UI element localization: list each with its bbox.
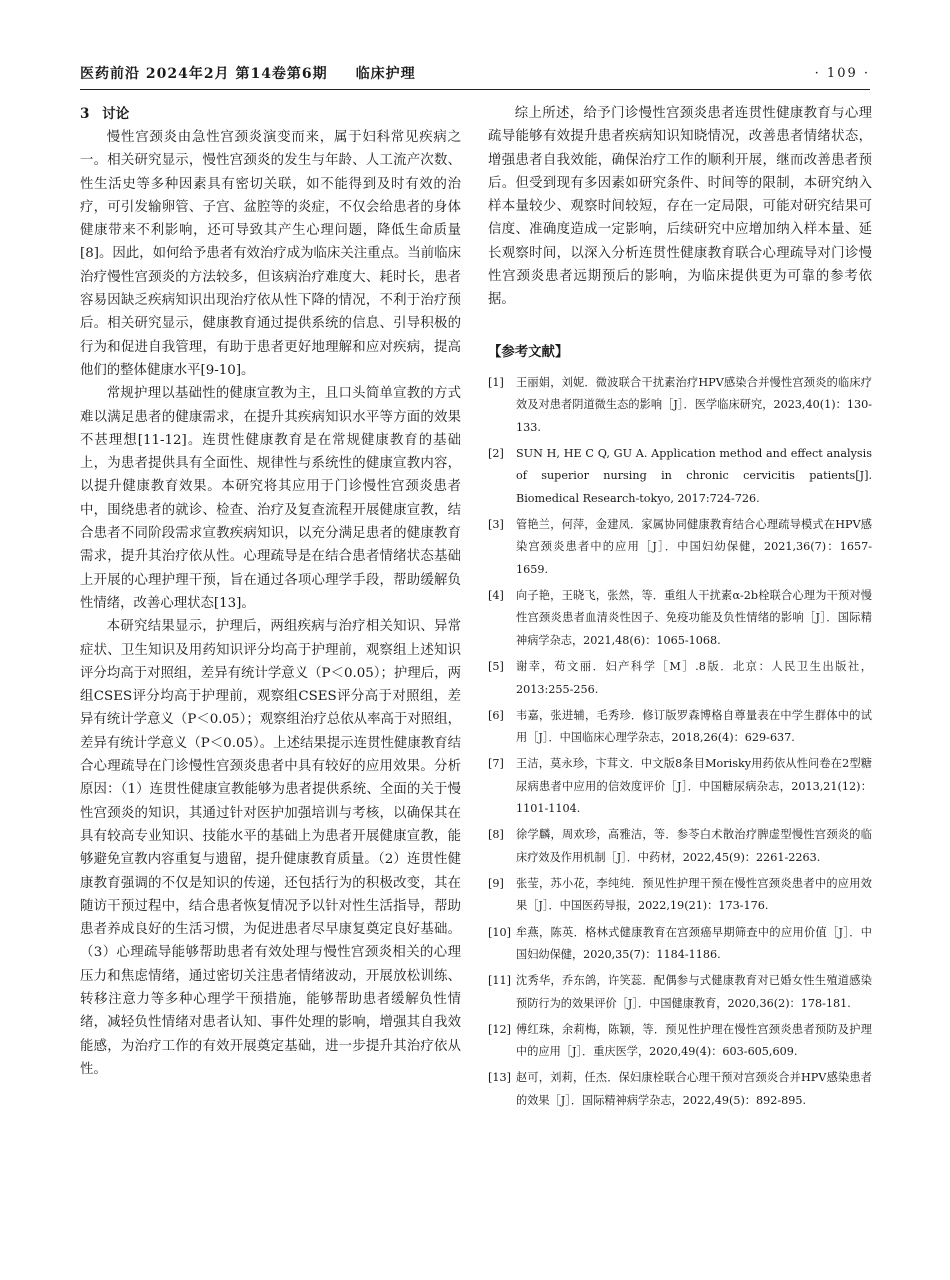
reference-text: SUN H, HE C Q, GU A. Application method and effect analysis of superior nursing in chronic cervicitis patients[J]. Biomedical Research-tokyo, 2017:724-726. — [516, 446, 872, 505]
conclusion-paragraph: 综上所述，给予门诊慢性宫颈炎患者连贯性健康教育与心理疏导能够有效提升患者疾病知识知晓情况，改善患者情绪状态，增强患者自我效能，确保治疗工作的顺利开展，继而改善患者预后。但受到现有多因素如研究条件、时间等的限制，本研究纳入样本量较少、观察时间较短，存在一定局限，可能对研究结果可信度、准确度造成一定影响，后续研究中应增加纳入样本量、延长观察时间，以深入分析连贯性健康教育联合心理疏导对门诊慢性宫颈炎患者远期预后的影响，为临床提供更为可靠的参考依据。 — [488, 106, 872, 308]
reference-item — [488, 585, 872, 653]
reference-text: 张莹，苏小花，李纯纯．预见性护理干预在慢性宫颈炎患者中的应用效果［J］．中国医药导报，2022,19(21)：173-176. — [516, 876, 872, 913]
reference-item — [488, 922, 872, 967]
section-heading — [80, 102, 461, 126]
reference-text: 韦嘉，张进辅，毛秀珍．修订版罗森博格自尊量表在中学生群体中的试用［J］．中国临床心理学杂志，2018,26(4)：629-637. — [516, 708, 872, 745]
reference-number: [13] — [488, 1071, 511, 1085]
section-title: 讨论 — [102, 106, 130, 122]
reference-text: 赵可，刘莉，任杰．保妇康栓联合心理干预对宫颈炎合并HPV感染患者的效果［J］．国际精神病学杂志，2022,49(5)：892-895. — [516, 1071, 872, 1107]
discussion-paragraph-3: 本研究结果显示，护理后，两组疾病与治疗相关知识、异常症状、卫生知识及用药知识评分均高于护理前，观察组上述知识评分均高于对照组，差异有统计学意义（P＜0.05）；护理后，两组CSES评分均高于护理前，观察组CSES评分高于对照组，差异有统计学意义（P＜0.05）；观察组治疗总依从率高于对照组，差异有统计学意义（P＜0.05）。上述结果提示连贯性健康教育结合心理疏导在门诊慢性宫颈炎患者中具有较好的应用效果。分析原因：（1）连贯性健康宣教能够为患者提供系统、全面的关于慢性宫颈炎的知识，其通过针对医护加强培训与考核，以确保其在具有较高专业知识、技能水平的基础上为患者开展健康宣教，能够避免宣教内容重复与遗留，提升健康教育质量。（2）连贯性健康教育强调的不仅是知识的传递，还包括行为的积极改变，其在随访干预过程中，结合患者恢复情况予以针对性生活指导，帮助患者养成良好的生活习惯，为促进患者尽早康复奠定良好基础。（3）心理疏导能够帮助患者有效处理与慢性宫颈炎相关的心理压力和焦虑情绪，通过密切关注患者情绪波动，开展放松训练、转移注意力等多种心理学干预措施，能够帮助患者缓解负性情绪，减轻负性情绪对患者认知、事件处理的影响，增强其自我效能感，为治疗工作的有效开展奠定基础，进一步提升其治疗依从性。 — [80, 619, 461, 1077]
discussion-paragraph-2: 常规护理以基础性的健康宣教为主，且口头简单宣教的方式难以满足患者的健康需求，在提升其疾病知识水平等方面的效果不甚理想[11-12]。连贯性健康教育是在常规健康教育的基础上，为患者提供具有全面性、规律性与系统性的健康宣教内容，以提升健康教育效果。本研究将其应用于门诊慢性宫颈炎患者中，围绕患者的就诊、检查、治疗及复查流程开展健康宣教，结合患者不同阶段需求宣教疾病知识，以充分满足患者的健康教育需求，提升其治疗依从性。心理疏导是在结合患者情绪状态基础上开展的心理护理干预，旨在通过各项心理学手段，帮助缓解负性情绪，改善心理状态[13]。 — [80, 386, 461, 611]
reference-item — [488, 824, 872, 869]
reference-text: 沈秀华，乔东鸽，许笑蕊．配偶参与式健康教育对已婚女性生殖道感染预防行为的效果评价［J］．中国健康教育，2020,36(2)：178-181. — [516, 974, 872, 1010]
references-title: 【参考文献】 — [488, 344, 569, 360]
reference-item — [488, 970, 872, 1015]
right-column — [488, 102, 872, 1116]
reference-number: [6] — [488, 708, 504, 722]
reference-number: [8] — [488, 828, 504, 842]
reference-item — [488, 656, 872, 701]
reference-item — [488, 705, 872, 750]
reference-item — [488, 514, 872, 582]
reference-text: 牟燕，陈英．格林式健康教育在宫颈癌早期筛查中的应用价值［J］．中国妇幼保健，2020,35(7)：1184-1186. — [516, 925, 872, 962]
page-header — [80, 62, 870, 84]
journal-issue: 医药前沿 2024年2月 第14卷第6期 — [80, 66, 328, 82]
section-name: 临床护理 — [355, 66, 416, 82]
reference-item — [488, 1067, 872, 1112]
reference-text: 王丽娟，刘妮．微波联合干扰素治疗HPV感染合并慢性宫颈炎的临床疗效及对患者阴道微生态的影响［J］．医学临床研究，2023,40(1)：130-133. — [516, 375, 872, 434]
reference-item — [488, 753, 872, 821]
section-number: 3 — [80, 106, 90, 122]
reference-number: [1] — [488, 375, 504, 389]
reference-number: [5] — [488, 660, 504, 674]
reference-text: 王洁，莫永珍，卞茸文．中文版8条目Morisky用药依从性问卷在2型糖尿病患者中应用的信效度评价［J］．中国糖尿病杂志，2013,21(12)：1101-1104. — [516, 757, 872, 816]
reference-text: 向子艳，王晓飞，张然，等．重组人干扰素α-2b栓联合心理为干预对慢性宫颈炎患者血清炎性因子、免疫功能及负性情绪的影响［J］．国际精神病学杂志，2021,48(6)：1065-1068. — [516, 588, 872, 647]
discussion-paragraph-1: 慢性宫颈炎由急性宫颈炎演变而来，属于妇科常见疾病之一。相关研究显示，慢性宫颈炎的发生与年龄、人工流产次数、性生活史等多种因素具有密切关联，如不能得到及时有效的治疗，可引发输卵管、子宫、盆腔等的炎症，不仅会给患者的身体健康带来不利影响，还可导致其产生心理问题，降低生命质量[8]。因此，如何给予患者有效治疗成为临床关注重点。当前临床治疗慢性宫颈炎的方法较多，但该病治疗难度大、耗时长，患者容易因缺乏疾病知识出现治疗依从性下降的情况，不利于治疗预后。相关研究显示，健康教育通过提供系统的信息、引导积极的行为和促进自我管理，有助于患者更好地理解和应对疾病，提高他们的整体健康水平[9-10]。 — [80, 130, 461, 378]
reference-list — [488, 372, 872, 1113]
reference-number: [7] — [488, 757, 504, 771]
reference-item — [488, 1019, 872, 1064]
reference-number: [11] — [488, 974, 511, 988]
reference-item — [488, 372, 872, 440]
reference-number: [3] — [488, 517, 504, 531]
reference-text: 谢幸，苟文丽．妇产科学［M］.8版．北京：人民卫生出版社，2013:255-256. — [516, 660, 872, 696]
header-rule — [80, 89, 870, 90]
reference-number: [9] — [488, 876, 504, 890]
reference-number: [10] — [488, 925, 511, 939]
reference-number: [2] — [488, 446, 504, 460]
reference-item — [488, 443, 872, 511]
reference-text: 徐学麟，周欢珍，高雅洁，等．参苓白术散治疗脾虚型慢性宫颈炎的临床疗效及作用机制［J］．中药材，2022,45(9)：2261-2263. — [516, 828, 872, 864]
left-column — [80, 102, 461, 1081]
reference-number: [4] — [488, 588, 504, 602]
reference-number: [12] — [488, 1022, 511, 1036]
reference-text: 管艳兰，何萍，金建凤．家属协同健康教育结合心理疏导模式在HPV感染宫颈炎患者中的应用［J］．中国妇幼保健，2021,36(7)：1657-1659. — [516, 517, 872, 576]
reference-item — [488, 873, 872, 918]
reference-text: 傅红珠，余莉梅，陈颖，等．预见性护理在慢性宫颈炎患者预防及护理中的应用［J］．重庆医学，2020,49(4)：603-605,609. — [516, 1022, 872, 1059]
page-number: · 109 · — [814, 65, 870, 81]
